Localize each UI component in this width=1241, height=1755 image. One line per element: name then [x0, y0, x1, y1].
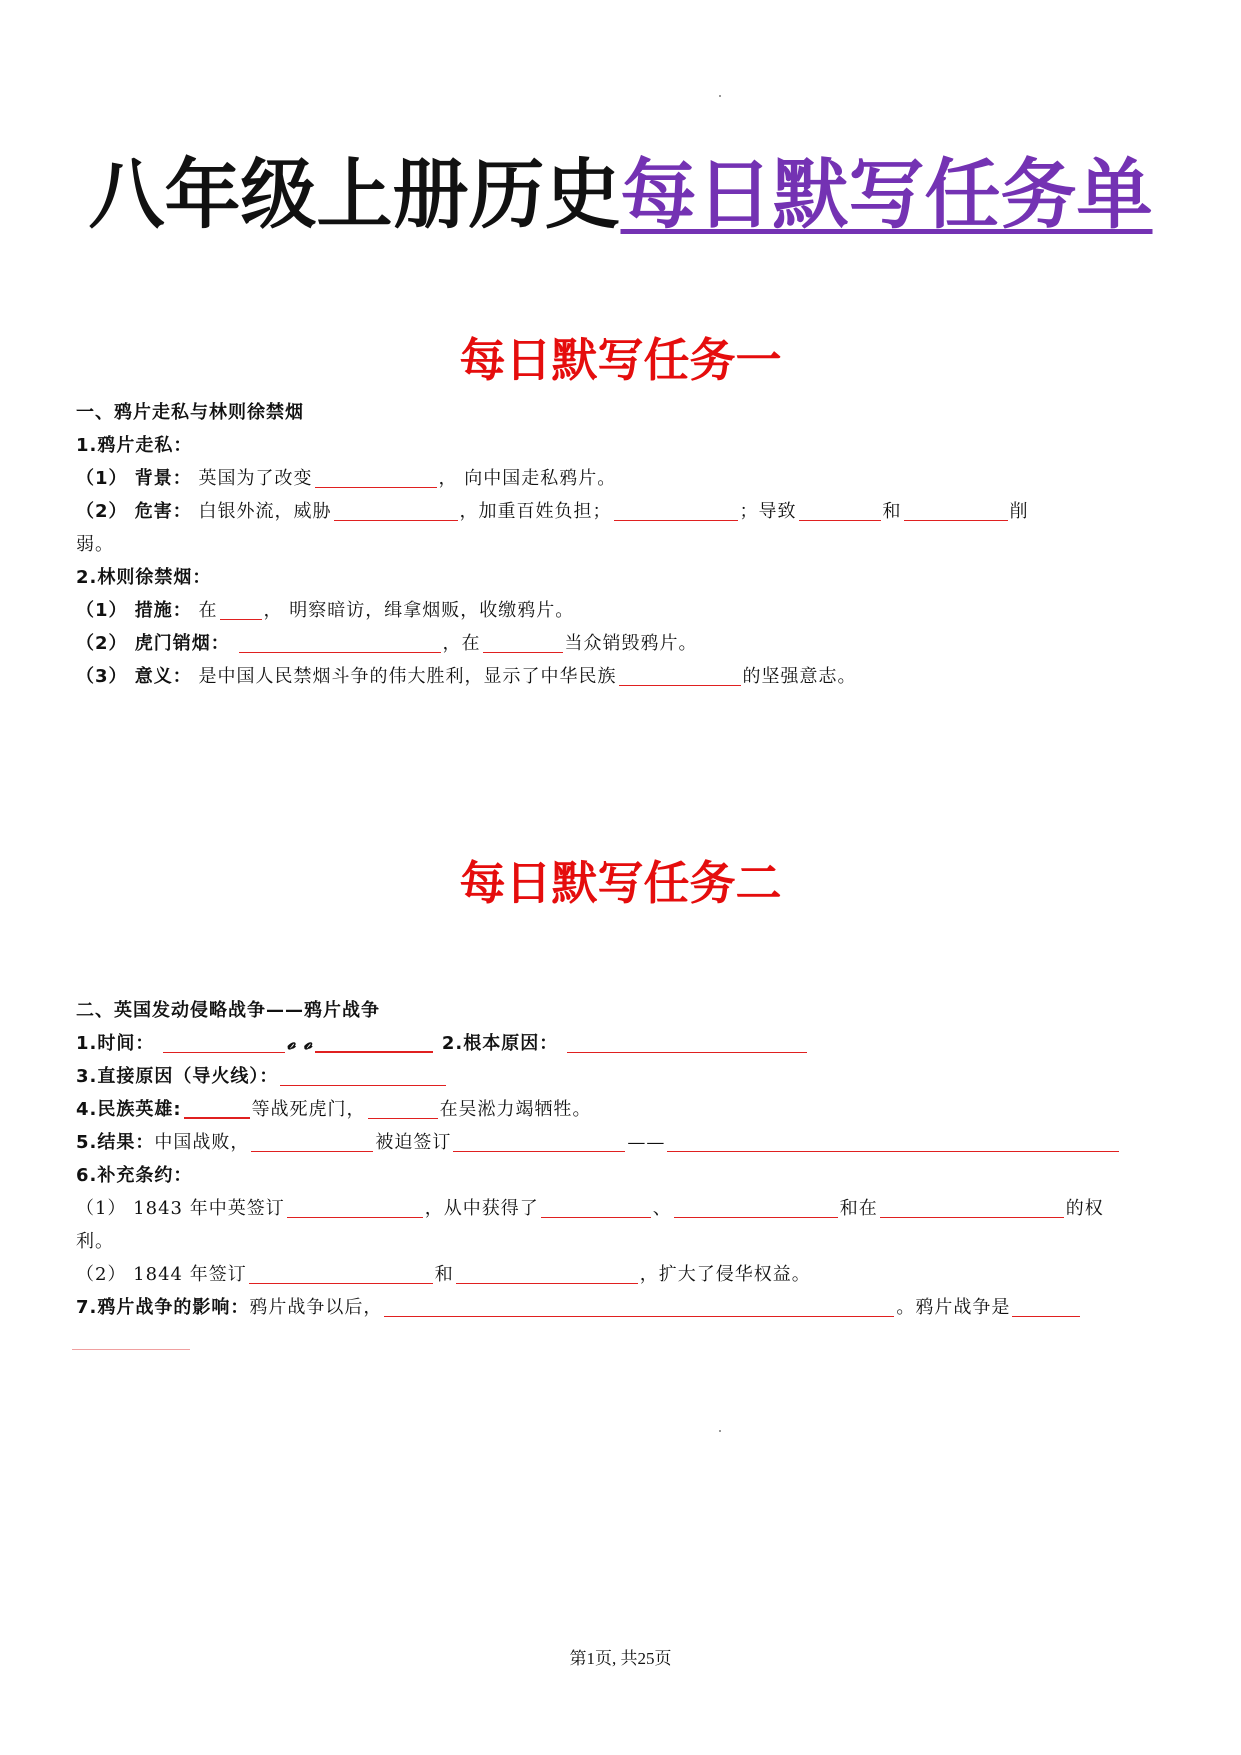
item2-text-b: ，加重百姓负担；	[459, 501, 612, 522]
task1-heading: 一、鸦片走私与林则徐禁烟	[76, 402, 304, 423]
main-title	[0, 150, 1241, 240]
task2-line2	[76, 1060, 1168, 1093]
task2-line7	[76, 1258, 1168, 1291]
item5-text-b: 的坚强意志。	[742, 666, 857, 687]
task2-section	[76, 994, 1168, 1357]
task1-item1	[76, 462, 1168, 495]
speck	[719, 95, 721, 97]
task2-title: 每日默写任务二	[459, 856, 782, 910]
item4-text-b: 当众销毁鸦片。	[564, 633, 698, 654]
answer-blank[interactable]	[619, 667, 741, 686]
answer-blank[interactable]	[72, 1331, 190, 1350]
answer-blank[interactable]	[1012, 1298, 1080, 1317]
result-text-a: 中国战败，	[154, 1132, 250, 1153]
impact-text-b: 。鸦片战争是	[896, 1297, 1011, 1318]
task2-line9	[76, 1324, 1168, 1357]
impact-text-a: 鸦片战争以后，	[249, 1297, 383, 1318]
answer-blank[interactable]	[667, 1133, 1119, 1152]
task1-item2	[76, 495, 1168, 528]
answer-blank[interactable]	[287, 1199, 423, 1218]
task2-line1	[76, 1027, 1168, 1060]
answer-blank[interactable]	[184, 1099, 250, 1119]
time-mark: 𝓸 𝓸	[287, 1033, 314, 1054]
task1-title: 每日默写任务一	[459, 333, 782, 387]
answer-blank[interactable]	[453, 1133, 625, 1152]
treaty1-text-d: 和在	[839, 1198, 878, 1219]
heroes-text-a: 等战死虎门，	[251, 1099, 366, 1120]
task1-item2-cont: 弱。	[76, 534, 114, 555]
main-title-part2: 每日默写任务单	[620, 150, 1153, 239]
treaty2-text-a: （2） 1844 年签订	[76, 1264, 247, 1285]
main-title-part1: 八年级上册历史	[88, 150, 621, 239]
answer-blank[interactable]	[880, 1199, 1064, 1218]
task1-section	[76, 396, 1168, 693]
task1-item4	[76, 627, 1168, 660]
item2-text-c: ；导致	[739, 501, 797, 522]
root-cause-label: 2.根本原因：	[441, 1033, 559, 1054]
answer-blank[interactable]	[334, 502, 458, 521]
item1-label: （1） 背景：	[76, 468, 192, 489]
answer-blank[interactable]	[567, 1034, 807, 1053]
page-footer: 第1页, 共25页	[569, 1649, 672, 1668]
item3-text-a: 在	[198, 600, 218, 621]
item3-label: （1） 措施：	[76, 600, 192, 621]
task2-line5: 6.补充条约：	[76, 1165, 193, 1186]
task1-item3	[76, 594, 1168, 627]
result-text-b: 被迫签订	[375, 1132, 452, 1153]
item2-label: （2） 危害：	[76, 501, 192, 522]
answer-blank[interactable]	[251, 1133, 373, 1152]
item5-text-a: 是中国人民禁烟斗争的伟大胜利，显示了中华民族	[198, 666, 617, 687]
task2-line6-cont: 利。	[76, 1231, 114, 1252]
answer-blank[interactable]	[674, 1199, 838, 1218]
speck	[719, 1430, 721, 1432]
item2-text-e: 削	[1009, 501, 1029, 522]
answer-blank[interactable]	[315, 469, 437, 488]
answer-blank[interactable]	[368, 1100, 438, 1119]
result-label: 5.结果：	[76, 1132, 155, 1153]
result-dash: ——	[627, 1132, 666, 1153]
task2-line8	[76, 1291, 1168, 1324]
task2-line3	[76, 1093, 1168, 1126]
answer-blank[interactable]	[239, 634, 441, 653]
treaty1-text-c: 、	[652, 1198, 672, 1219]
answer-blank[interactable]	[456, 1265, 638, 1284]
time-label: 1.时间：	[76, 1033, 155, 1054]
impact-label: 7.鸦片战争的影响：	[76, 1297, 250, 1318]
answer-blank[interactable]	[249, 1265, 433, 1284]
item4-label: （2） 虎门销烟：	[76, 633, 230, 654]
answer-blank[interactable]	[614, 502, 738, 521]
task1-sub1: 1.鸦片走私：	[76, 435, 193, 456]
answer-blank[interactable]	[280, 1067, 446, 1086]
treaty2-text-b: 和	[434, 1264, 454, 1285]
item1-text-b: ， 向中国走私鸦片。	[438, 468, 617, 489]
direct-cause-label: 3.直接原因（导火线）：	[76, 1066, 279, 1087]
answer-blank[interactable]	[799, 502, 881, 521]
heroes-label: 4.民族英雄:	[76, 1099, 182, 1120]
answer-blank[interactable]	[163, 1034, 285, 1053]
item1-text-a: 英国为了改变	[198, 468, 313, 489]
answer-blank[interactable]	[384, 1298, 894, 1317]
task1-sub2: 2.林则徐禁烟：	[76, 567, 212, 588]
treaty1-text-a: （1） 1843 年中英签订	[76, 1198, 285, 1219]
treaty1-text-e: 的权	[1065, 1198, 1104, 1219]
task2-heading: 二、英国发动侵略战争——鸦片战争	[76, 1000, 380, 1021]
answer-blank[interactable]	[220, 601, 262, 620]
item2-text-d: 和	[882, 501, 902, 522]
item4-text-a: ，在	[442, 633, 481, 654]
answer-blank[interactable]	[904, 502, 1008, 521]
task1-item5	[76, 660, 1168, 693]
item2-text-a: 白银外流，威胁	[198, 501, 332, 522]
item5-label: （3） 意义：	[76, 666, 192, 687]
answer-blank[interactable]	[315, 1033, 433, 1053]
heroes-text-b: 在吴淞力竭牺牲。	[439, 1099, 592, 1120]
item3-text-b: ， 明察暗访，缉拿烟贩，收缴鸦片。	[263, 600, 575, 621]
treaty2-text-c: ，扩大了侵华权益。	[639, 1264, 811, 1285]
task2-line6	[76, 1192, 1168, 1225]
answer-blank[interactable]	[541, 1199, 651, 1218]
treaty1-text-b: ，从中获得了	[424, 1198, 539, 1219]
task2-line4	[76, 1126, 1168, 1159]
answer-blank[interactable]	[483, 634, 563, 653]
